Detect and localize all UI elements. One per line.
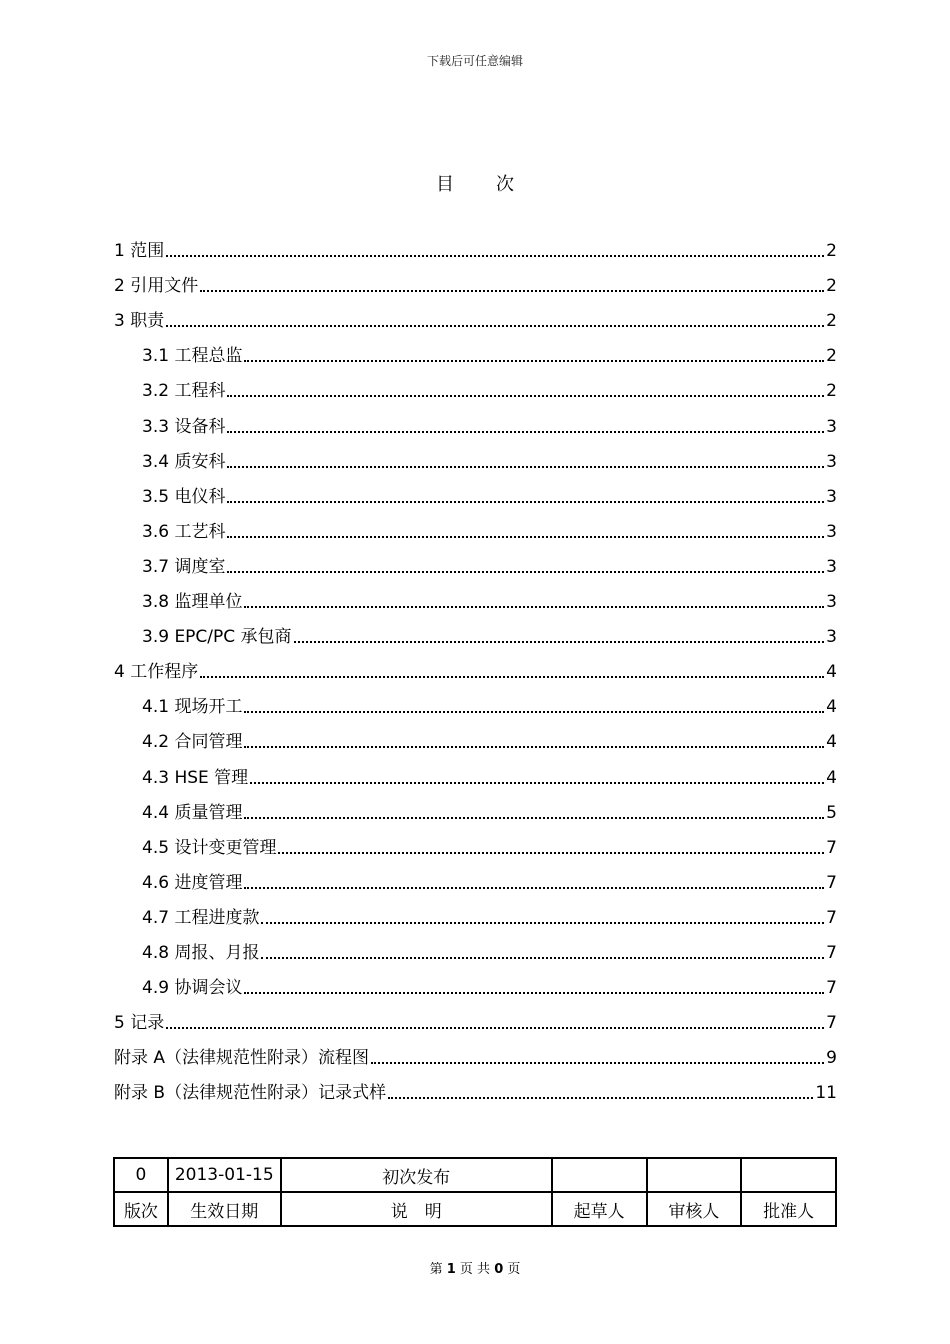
toc-dot-leader	[227, 535, 824, 538]
toc-dot-leader	[227, 430, 824, 433]
toc-dot-leader	[227, 500, 824, 503]
toc-entry-page: 2	[826, 346, 837, 367]
toc-entry[interactable]	[142, 833, 837, 859]
revision-description: 初次发布	[281, 1158, 552, 1192]
toc-entry[interactable]	[142, 412, 837, 438]
revision-row	[114, 1158, 836, 1192]
toc-entry-page: 3	[826, 592, 837, 612]
toc-entry[interactable]	[114, 1078, 837, 1104]
toc-entry[interactable]	[142, 727, 837, 753]
toc-entry[interactable]	[142, 763, 837, 789]
toc-entry[interactable]	[114, 236, 837, 262]
toc-entry-label: 附录 A（法律规范性附录）流程图	[114, 1048, 370, 1069]
toc-entry[interactable]	[142, 376, 837, 402]
toc-dot-leader	[250, 781, 824, 784]
toc-entry[interactable]	[114, 1043, 837, 1069]
toc-title-right: 次	[496, 174, 514, 195]
revision-header-row	[114, 1192, 836, 1226]
toc-entry[interactable]	[142, 587, 837, 613]
toc-entry[interactable]	[114, 271, 837, 297]
revision-drafter	[552, 1158, 647, 1192]
header-drafter: 起草人	[552, 1192, 647, 1226]
toc-entry-label: 3.2 工程科	[142, 381, 226, 402]
toc-dot-leader	[227, 394, 824, 397]
toc-dot-leader	[261, 921, 824, 924]
toc-entry[interactable]	[142, 973, 837, 999]
toc-entry[interactable]	[114, 306, 837, 332]
page-header: 下载后可任意编辑	[426, 54, 523, 68]
toc-dot-leader	[244, 991, 824, 994]
toc-entry-label: 3.1 工程总监	[142, 346, 243, 367]
toc-dot-leader	[294, 640, 825, 643]
toc-dot-leader	[227, 465, 824, 468]
toc-dot-leader	[166, 324, 824, 327]
toc-entry-page: 4	[826, 732, 837, 753]
toc-entry-label: 1 范围	[114, 241, 165, 261]
header-reviewer: 审核人	[647, 1192, 742, 1226]
toc-dot-leader	[261, 956, 824, 959]
toc-dot-leader	[388, 1096, 813, 1099]
toc-entry-label: 5 记录	[114, 1013, 165, 1034]
toc-entry-page: 2	[826, 381, 837, 402]
toc-entry-page: 3	[826, 627, 837, 648]
revision-approver	[741, 1158, 836, 1192]
toc-entry-label: 4.6 进度管理	[142, 872, 243, 893]
toc-entry-page: 11	[815, 1083, 837, 1104]
toc-dot-leader	[244, 359, 824, 362]
toc-entry-label: 3.4 质安科	[142, 451, 226, 472]
toc-entry-label: 3.9 EPC/PC 承包商	[142, 627, 292, 648]
toc-title-left: 目	[436, 174, 454, 195]
header-approver: 批准人	[741, 1192, 836, 1226]
toc-entry-page: 7	[826, 907, 837, 928]
toc-dot-leader	[244, 745, 824, 748]
header-version: 版次	[114, 1192, 168, 1226]
toc-dot-leader	[166, 1026, 824, 1029]
toc-dot-leader	[244, 886, 824, 889]
toc-entry[interactable]	[142, 622, 837, 648]
header-description: 说 明	[281, 1192, 552, 1226]
toc-entry-page: 7	[826, 943, 837, 963]
toc-dot-leader	[200, 675, 824, 678]
toc-entry-label: 附录 B（法律规范性附录）记录式样	[114, 1083, 387, 1104]
toc-entry-label: 4.2 合同管理	[142, 732, 243, 753]
toc-entry-page: 3	[826, 416, 837, 437]
toc-entry-label: 2 引用文件	[114, 276, 199, 297]
toc-entry-page: 5	[826, 802, 837, 823]
toc-dot-leader	[166, 254, 824, 257]
toc-entry-page: 4	[826, 697, 837, 718]
toc-entry-page: 4	[826, 662, 837, 683]
toc-entry[interactable]	[142, 798, 837, 824]
toc-entry-label: 4.8 周报、月报	[142, 943, 260, 963]
toc-entry[interactable]	[142, 482, 837, 508]
toc-entry-page: 7	[826, 837, 837, 858]
current-page-number: 1	[446, 1262, 456, 1277]
toc-entry-page: 2	[826, 311, 837, 332]
toc-entry[interactable]	[142, 692, 837, 718]
header-date: 生效日期	[168, 1192, 281, 1226]
toc-dot-leader	[371, 1061, 824, 1064]
revision-version: 0	[114, 1158, 168, 1192]
toc-title	[0, 170, 950, 196]
revision-date: 2013-01-15	[168, 1158, 281, 1192]
toc-entry[interactable]	[142, 552, 837, 578]
toc-entry-page: 7	[826, 978, 837, 999]
toc-entry-label: 3.7 调度室	[142, 556, 226, 577]
toc-entry-page: 4	[826, 767, 837, 788]
page-footer: 第 1 页 共 0 页	[429, 1262, 521, 1277]
toc-entry-page: 2	[826, 276, 837, 297]
toc-entry-label: 4.4 质量管理	[142, 802, 243, 823]
toc-entry-label: 4.3 HSE 管理	[142, 767, 249, 788]
toc-entry-label: 3 职责	[114, 311, 165, 332]
toc-entry-page: 7	[826, 1013, 837, 1034]
toc-dot-leader	[278, 851, 824, 854]
toc-entry-page: 2	[826, 241, 837, 261]
toc-entry[interactable]	[142, 447, 837, 473]
toc-dot-leader	[244, 816, 824, 819]
toc-dot-leader	[227, 570, 824, 573]
toc-entry-label: 4 工作程序	[114, 662, 199, 683]
toc-dot-leader	[244, 605, 824, 608]
total-pages-number: 0	[494, 1262, 504, 1277]
toc-entry[interactable]	[142, 938, 837, 964]
toc-entry-label: 3.3 设备科	[142, 416, 226, 437]
toc-entry[interactable]	[142, 903, 837, 929]
toc-entry-page: 3	[826, 521, 837, 542]
toc-entry-label: 3.6 工艺科	[142, 521, 226, 542]
toc-entry-page: 3	[826, 451, 837, 472]
toc-entry[interactable]	[142, 341, 837, 367]
toc-entry-label: 4.5 设计变更管理	[142, 837, 277, 858]
toc-dot-leader	[200, 289, 824, 292]
toc-entry-page: 9	[826, 1048, 837, 1069]
toc-entry-label: 3.5 电仪科	[142, 486, 226, 507]
toc-entry-label: 3.8 监理单位	[142, 592, 243, 612]
toc-entry-label: 4.9 协调会议	[142, 978, 243, 999]
revision-table	[113, 1157, 837, 1227]
toc-entry-page: 3	[826, 486, 837, 507]
toc-entry-page: 7	[826, 872, 837, 893]
toc-entry[interactable]	[114, 1008, 837, 1034]
toc-entry[interactable]	[142, 517, 837, 543]
toc-entry-label: 4.1 现场开工	[142, 697, 243, 718]
toc-dot-leader	[244, 710, 824, 713]
toc-entry-page: 3	[826, 556, 837, 577]
toc-entry-label: 4.7 工程进度款	[142, 907, 260, 928]
revision-reviewer	[647, 1158, 742, 1192]
toc-entry[interactable]	[142, 868, 837, 894]
toc-entry[interactable]	[114, 657, 837, 683]
